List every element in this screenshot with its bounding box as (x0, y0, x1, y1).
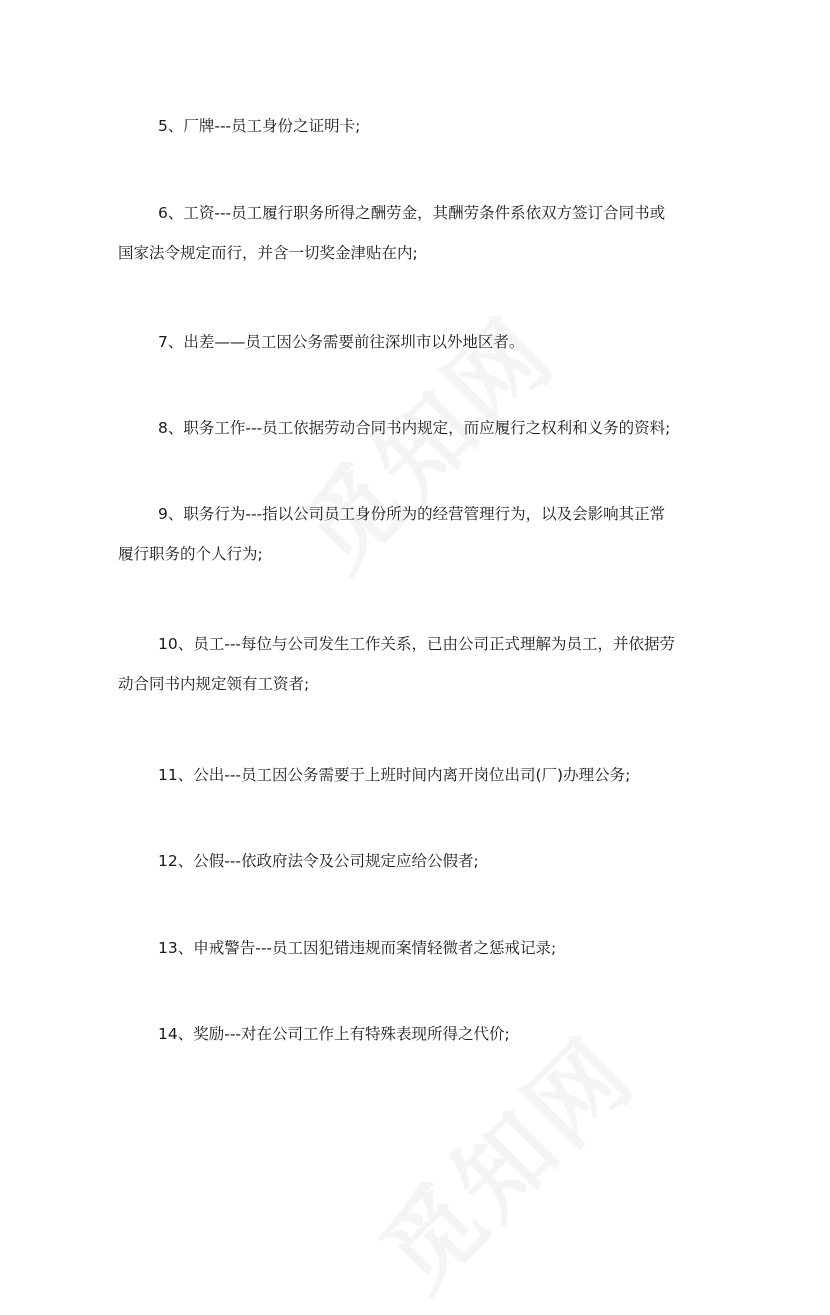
paragraph-line: 14、奖励---对在公司工作上有特殊表现所得之代价; (158, 1025, 510, 1043)
definition-item-7 (118, 322, 718, 362)
definition-item-11 (118, 755, 718, 795)
definition-item-6 (118, 193, 718, 273)
definition-item-12 (118, 841, 718, 881)
definition-item-9 (118, 494, 718, 574)
paragraph-line: 国家法令规定而行，并含一切奖金津贴在内; (118, 244, 418, 262)
paragraph-line: 7、出差——员工因公务需要前往深圳市以外地区者。 (158, 333, 525, 351)
definition-item-5 (118, 106, 718, 146)
definition-item-13 (118, 928, 718, 968)
definition-item-10 (118, 624, 718, 704)
paragraph-line: 6、工资---员工履行职务所得之酬劳金，其酬劳条件系依双方签订合同书或 (158, 204, 666, 222)
paragraph-line: 履行职务的个人行为; (118, 545, 263, 563)
paragraph-line: 9、职务行为---指以公司员工身份所为的经营管理行为，以及会影响其正常 (158, 505, 666, 523)
definition-item-14 (118, 1014, 718, 1054)
paragraph-line: 12、公假---依政府法令及公司规定应给公假者; (158, 852, 479, 870)
paragraph-line: 10、员工---每位与公司发生工作关系，已由公司正式理解为员工，并依据劳 (158, 635, 676, 653)
paragraph-line: 8、职务工作---员工依据劳动合同书内规定，而应履行之权利和义务的资料; (158, 419, 671, 437)
paragraph-line: 动合同书内规定领有工资者; (118, 675, 310, 693)
paragraph-line: 13、申戒警告---员工因犯错违规而案情轻微者之惩戒记录; (158, 939, 557, 957)
paragraph-line: 11、公出---员工因公务需要于上班时间内离开岗位出司(厂)办理公务; (158, 766, 631, 784)
paragraph-line: 5、厂牌---员工身份之证明卡; (158, 117, 361, 135)
definition-item-8 (118, 408, 718, 448)
